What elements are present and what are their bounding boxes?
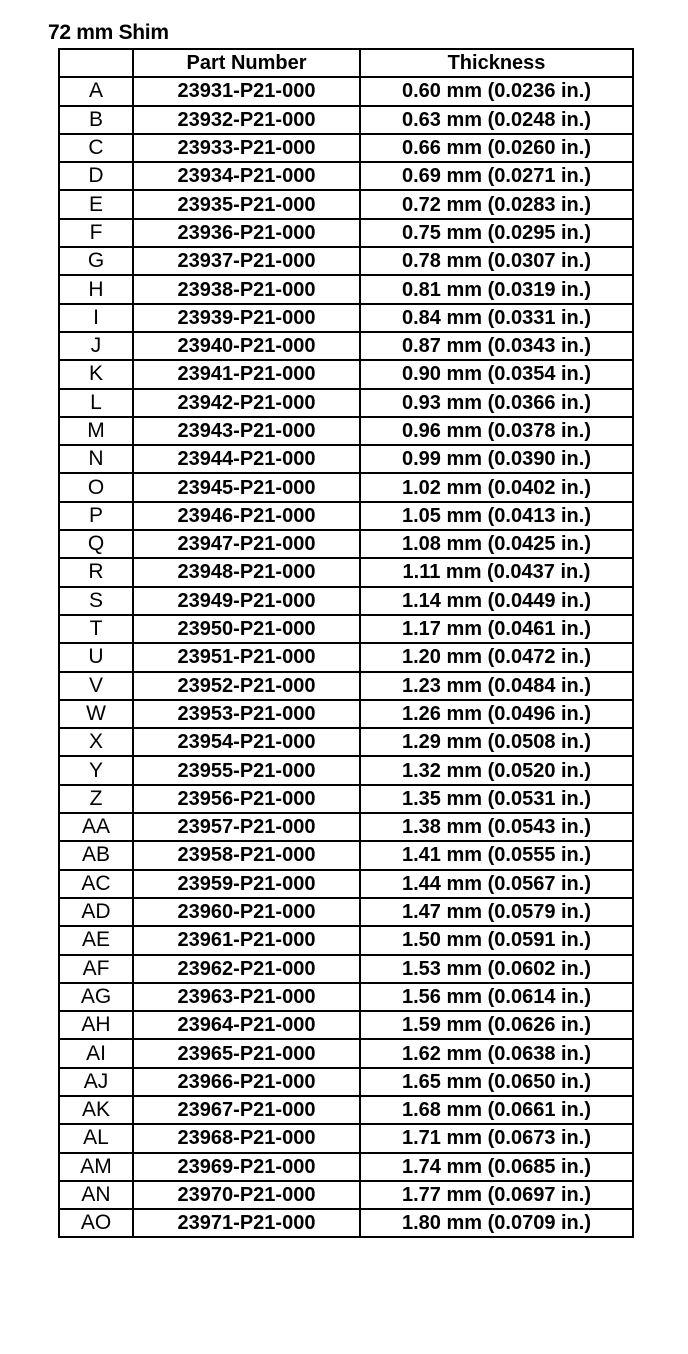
cell-code: AI	[59, 1039, 133, 1067]
cell-part-number: 23955-P21-000	[133, 756, 360, 784]
cell-thickness: 1.08 mm (0.0425 in.)	[360, 530, 633, 558]
column-header-code	[59, 49, 133, 77]
cell-thickness: 0.63 mm (0.0248 in.)	[360, 106, 633, 134]
table-row	[59, 1039, 633, 1067]
cell-code: Q	[59, 530, 133, 558]
cell-code: P	[59, 502, 133, 530]
cell-code: K	[59, 360, 133, 388]
table-row	[59, 898, 633, 926]
table-row	[59, 558, 633, 586]
cell-thickness: 0.60 mm (0.0236 in.)	[360, 77, 633, 105]
cell-part-number: 23939-P21-000	[133, 304, 360, 332]
cell-thickness: 0.81 mm (0.0319 in.)	[360, 275, 633, 303]
cell-thickness: 0.66 mm (0.0260 in.)	[360, 134, 633, 162]
cell-thickness: 1.44 mm (0.0567 in.)	[360, 870, 633, 898]
cell-code: E	[59, 190, 133, 218]
cell-part-number: 23961-P21-000	[133, 926, 360, 954]
cell-thickness: 1.62 mm (0.0638 in.)	[360, 1039, 633, 1067]
table-row	[59, 473, 633, 501]
cell-part-number: 23941-P21-000	[133, 360, 360, 388]
cell-thickness: 1.41 mm (0.0555 in.)	[360, 841, 633, 869]
column-header-part-number: Part Number	[133, 49, 360, 77]
cell-code: G	[59, 247, 133, 275]
table-row	[59, 841, 633, 869]
table-row	[59, 530, 633, 558]
table-row	[59, 1124, 633, 1152]
cell-part-number: 23970-P21-000	[133, 1181, 360, 1209]
cell-part-number: 23938-P21-000	[133, 275, 360, 303]
cell-code: AM	[59, 1153, 133, 1181]
cell-thickness: 1.11 mm (0.0437 in.)	[360, 558, 633, 586]
cell-part-number: 23940-P21-000	[133, 332, 360, 360]
cell-thickness: 1.20 mm (0.0472 in.)	[360, 643, 633, 671]
cell-part-number: 23963-P21-000	[133, 983, 360, 1011]
cell-part-number: 23950-P21-000	[133, 615, 360, 643]
cell-part-number: 23951-P21-000	[133, 643, 360, 671]
cell-code: I	[59, 304, 133, 332]
cell-part-number: 23942-P21-000	[133, 389, 360, 417]
cell-part-number: 23937-P21-000	[133, 247, 360, 275]
table-row	[59, 332, 633, 360]
table-row	[59, 77, 633, 105]
cell-part-number: 23959-P21-000	[133, 870, 360, 898]
table-row	[59, 983, 633, 1011]
cell-thickness: 0.69 mm (0.0271 in.)	[360, 162, 633, 190]
cell-code: Z	[59, 785, 133, 813]
cell-code: AA	[59, 813, 133, 841]
table-row	[59, 672, 633, 700]
table-row	[59, 587, 633, 615]
cell-code: W	[59, 700, 133, 728]
cell-code: AC	[59, 870, 133, 898]
table-row	[59, 1153, 633, 1181]
cell-part-number: 23965-P21-000	[133, 1039, 360, 1067]
cell-thickness: 1.26 mm (0.0496 in.)	[360, 700, 633, 728]
table-body	[59, 77, 633, 1237]
table-row	[59, 106, 633, 134]
cell-part-number: 23966-P21-000	[133, 1068, 360, 1096]
cell-part-number: 23946-P21-000	[133, 502, 360, 530]
cell-part-number: 23954-P21-000	[133, 728, 360, 756]
table-row	[59, 643, 633, 671]
cell-thickness: 0.87 mm (0.0343 in.)	[360, 332, 633, 360]
cell-code: U	[59, 643, 133, 671]
table-row	[59, 756, 633, 784]
cell-code: R	[59, 558, 133, 586]
cell-thickness: 1.17 mm (0.0461 in.)	[360, 615, 633, 643]
table-row	[59, 304, 633, 332]
cell-part-number: 23944-P21-000	[133, 445, 360, 473]
cell-code: O	[59, 473, 133, 501]
cell-thickness: 1.38 mm (0.0543 in.)	[360, 813, 633, 841]
cell-code: V	[59, 672, 133, 700]
cell-code: X	[59, 728, 133, 756]
cell-part-number: 23971-P21-000	[133, 1209, 360, 1237]
table-row	[59, 1181, 633, 1209]
page-title: 72 mm Shim	[48, 21, 169, 44]
cell-code: AN	[59, 1181, 133, 1209]
cell-thickness: 0.78 mm (0.0307 in.)	[360, 247, 633, 275]
cell-thickness: 0.75 mm (0.0295 in.)	[360, 219, 633, 247]
cell-part-number: 23932-P21-000	[133, 106, 360, 134]
table-row	[59, 389, 633, 417]
cell-thickness: 0.93 mm (0.0366 in.)	[360, 389, 633, 417]
cell-code: AL	[59, 1124, 133, 1152]
cell-part-number: 23933-P21-000	[133, 134, 360, 162]
cell-part-number: 23934-P21-000	[133, 162, 360, 190]
cell-code: AF	[59, 955, 133, 983]
cell-part-number: 23936-P21-000	[133, 219, 360, 247]
cell-thickness: 0.90 mm (0.0354 in.)	[360, 360, 633, 388]
cell-part-number: 23945-P21-000	[133, 473, 360, 501]
cell-part-number: 23958-P21-000	[133, 841, 360, 869]
table-row	[59, 360, 633, 388]
table-row	[59, 615, 633, 643]
cell-thickness: 0.99 mm (0.0390 in.)	[360, 445, 633, 473]
table-row	[59, 700, 633, 728]
cell-code: AK	[59, 1096, 133, 1124]
table-row	[59, 1096, 633, 1124]
cell-part-number: 23960-P21-000	[133, 898, 360, 926]
cell-code: B	[59, 106, 133, 134]
cell-part-number: 23969-P21-000	[133, 1153, 360, 1181]
cell-code: AH	[59, 1011, 133, 1039]
cell-code: T	[59, 615, 133, 643]
cell-thickness: 1.50 mm (0.0591 in.)	[360, 926, 633, 954]
cell-part-number: 23956-P21-000	[133, 785, 360, 813]
table-row	[59, 926, 633, 954]
cell-thickness: 1.71 mm (0.0673 in.)	[360, 1124, 633, 1152]
cell-code: A	[59, 77, 133, 105]
cell-thickness: 1.56 mm (0.0614 in.)	[360, 983, 633, 1011]
table-row	[59, 162, 633, 190]
cell-thickness: 1.32 mm (0.0520 in.)	[360, 756, 633, 784]
cell-code: AJ	[59, 1068, 133, 1096]
table-header-row	[59, 49, 633, 77]
table-row	[59, 219, 633, 247]
cell-thickness: 1.35 mm (0.0531 in.)	[360, 785, 633, 813]
cell-thickness: 0.72 mm (0.0283 in.)	[360, 190, 633, 218]
cell-thickness: 1.68 mm (0.0661 in.)	[360, 1096, 633, 1124]
cell-thickness: 1.59 mm (0.0626 in.)	[360, 1011, 633, 1039]
cell-thickness: 1.02 mm (0.0402 in.)	[360, 473, 633, 501]
cell-part-number: 23957-P21-000	[133, 813, 360, 841]
cell-code: F	[59, 219, 133, 247]
cell-code: J	[59, 332, 133, 360]
cell-thickness: 1.47 mm (0.0579 in.)	[360, 898, 633, 926]
table-row	[59, 502, 633, 530]
cell-code: Y	[59, 756, 133, 784]
cell-thickness: 1.77 mm (0.0697 in.)	[360, 1181, 633, 1209]
cell-part-number: 23967-P21-000	[133, 1096, 360, 1124]
cell-thickness: 0.96 mm (0.0378 in.)	[360, 417, 633, 445]
table-row	[59, 1068, 633, 1096]
table-row	[59, 870, 633, 898]
cell-thickness: 1.14 mm (0.0449 in.)	[360, 587, 633, 615]
column-header-thickness: Thickness	[360, 49, 633, 77]
cell-part-number: 23953-P21-000	[133, 700, 360, 728]
cell-code: AO	[59, 1209, 133, 1237]
cell-part-number: 23948-P21-000	[133, 558, 360, 586]
cell-code: M	[59, 417, 133, 445]
shim-table	[58, 48, 634, 1238]
cell-part-number: 23968-P21-000	[133, 1124, 360, 1152]
cell-code: N	[59, 445, 133, 473]
cell-thickness: 1.23 mm (0.0484 in.)	[360, 672, 633, 700]
cell-code: S	[59, 587, 133, 615]
cell-part-number: 23962-P21-000	[133, 955, 360, 983]
cell-thickness: 1.65 mm (0.0650 in.)	[360, 1068, 633, 1096]
table-row	[59, 955, 633, 983]
cell-thickness: 1.80 mm (0.0709 in.)	[360, 1209, 633, 1237]
cell-part-number: 23931-P21-000	[133, 77, 360, 105]
cell-part-number: 23943-P21-000	[133, 417, 360, 445]
cell-code: AE	[59, 926, 133, 954]
table-row	[59, 134, 633, 162]
table-row	[59, 1209, 633, 1237]
table-row	[59, 813, 633, 841]
cell-part-number: 23964-P21-000	[133, 1011, 360, 1039]
cell-thickness: 1.53 mm (0.0602 in.)	[360, 955, 633, 983]
cell-code: L	[59, 389, 133, 417]
cell-code: AD	[59, 898, 133, 926]
cell-code: D	[59, 162, 133, 190]
cell-code: C	[59, 134, 133, 162]
cell-part-number: 23935-P21-000	[133, 190, 360, 218]
cell-part-number: 23949-P21-000	[133, 587, 360, 615]
cell-thickness: 1.74 mm (0.0685 in.)	[360, 1153, 633, 1181]
cell-part-number: 23947-P21-000	[133, 530, 360, 558]
table-row	[59, 1011, 633, 1039]
cell-part-number: 23952-P21-000	[133, 672, 360, 700]
cell-code: H	[59, 275, 133, 303]
cell-code: AB	[59, 841, 133, 869]
table-row	[59, 785, 633, 813]
table-row	[59, 445, 633, 473]
table-row	[59, 728, 633, 756]
cell-thickness: 1.05 mm (0.0413 in.)	[360, 502, 633, 530]
cell-code: AG	[59, 983, 133, 1011]
cell-thickness: 1.29 mm (0.0508 in.)	[360, 728, 633, 756]
table-row	[59, 190, 633, 218]
table-row	[59, 247, 633, 275]
cell-thickness: 0.84 mm (0.0331 in.)	[360, 304, 633, 332]
table-row	[59, 275, 633, 303]
table-row	[59, 417, 633, 445]
